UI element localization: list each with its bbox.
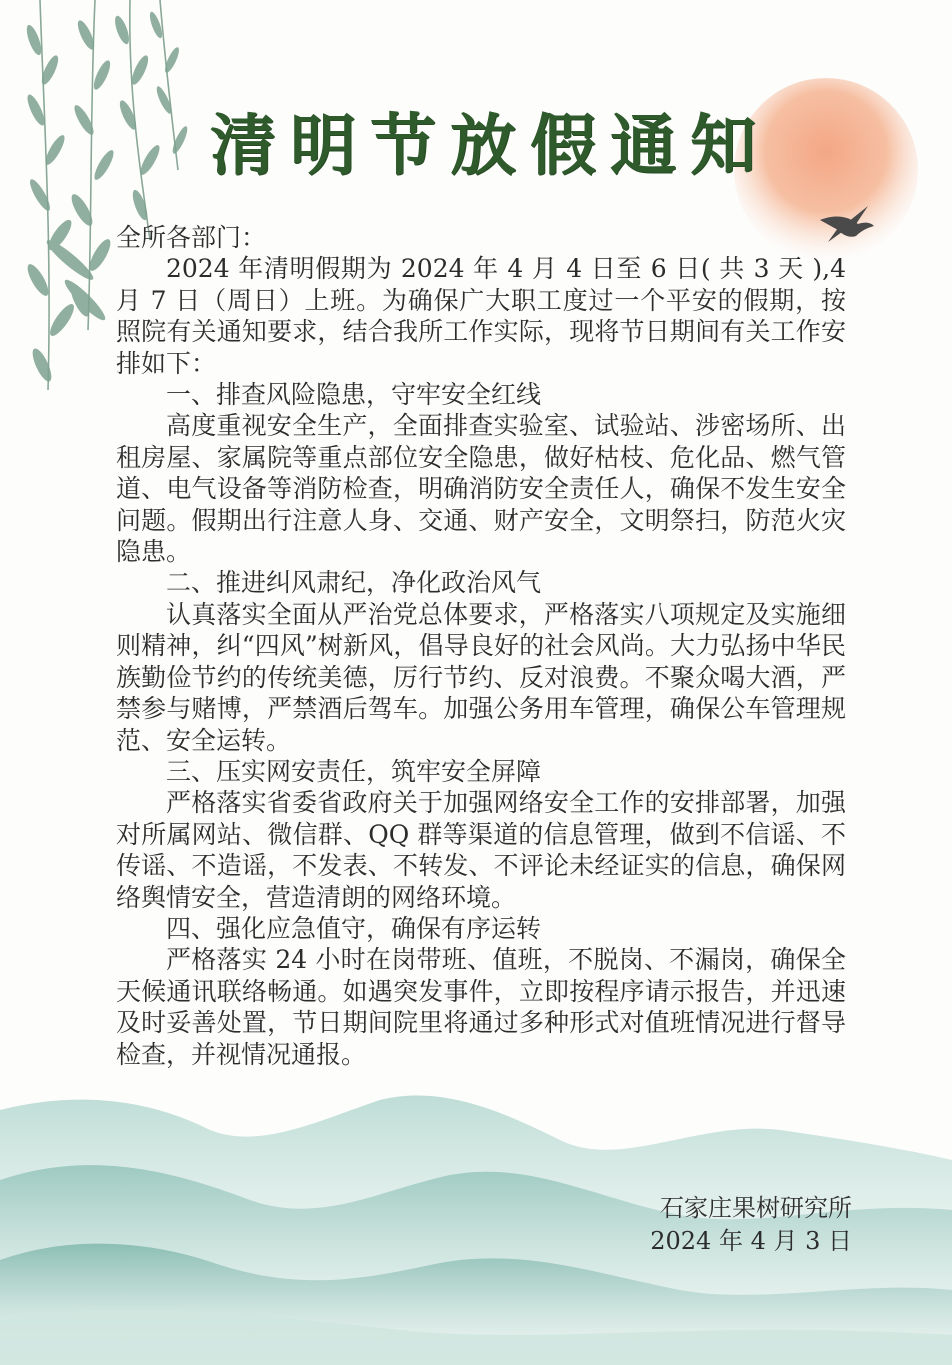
page-title: 清明节放假通知 bbox=[210, 106, 770, 184]
signature-org: 石家庄果树研究所 bbox=[660, 1194, 852, 1222]
signature-block bbox=[650, 1192, 852, 1258]
signature-date: 2024 年 4 月 3 日 bbox=[650, 1227, 852, 1255]
section-paragraph: 认真落实全面从严治党总体要求，严格落实八项规定及实施细则精神，纠“四风”树新风，倡导良好的社会风尚。大力弘扬中华民族勤俭节约的传统美德，厉行节约、反对浪费。不聚众喝大酒，严禁参与赌博，严禁酒后驾车。加强公务用车管理，确保公车管理规范、安全运转。 bbox=[116, 599, 846, 755]
section-paragraph: 严格落实 24 小时在岗带班、值班，不脱岗、不漏岗，确保全天候通讯联络畅通。如遇突发事件，立即按程序请示报告，并迅速及时妥善处置，节日期间院里将通过多种形式对值班情况进行督导检查，并视情况通报。 bbox=[116, 945, 846, 1069]
section-heading: 四、强化应急值守，确保有序运转 bbox=[166, 913, 542, 943]
notice-body bbox=[116, 222, 846, 1070]
salutation: 全所各部门： bbox=[116, 223, 267, 252]
section-heading: 一、排查风险隐患，守牢安全红线 bbox=[166, 380, 542, 410]
section-heading: 三、压实网安责任，筑牢安全屏障 bbox=[166, 756, 542, 786]
intro-paragraph: 2024 年清明假期为 2024 年 4 月 4 日至 6 日( 共 3 天 ),4 月 7 日（周日）上班。为确保广大职工度过一个平安的假期，按照院有关通知要求，结合我所工作实际，现将节日期间有关工作安排如下： bbox=[116, 254, 846, 378]
section-paragraph: 严格落实省委省政府关于加强网络安全工作的安排部署，加强对所属网站、微信群、QQ 群等渠道的信息管理，做到不信谣、不传谣、不造谣，不发表、不转发、不评论未经证实的信息，确保网络舆情安全，营造清朗的网络环境。 bbox=[116, 788, 846, 912]
section-heading: 二、推进纠风肃纪，净化政治风气 bbox=[166, 568, 542, 598]
section-paragraph: 高度重视安全生产，全面排查实验室、试验站、涉密场所、出租房屋、家属院等重点部位安全隐患，做好枯枝、危化品、燃气管道、电气设备等消防检查，明确消防安全责任人，确保不发生安全问题。假期出行注意人身、交通、财产安全，文明祭扫，防范火灾隐患。 bbox=[116, 411, 846, 567]
